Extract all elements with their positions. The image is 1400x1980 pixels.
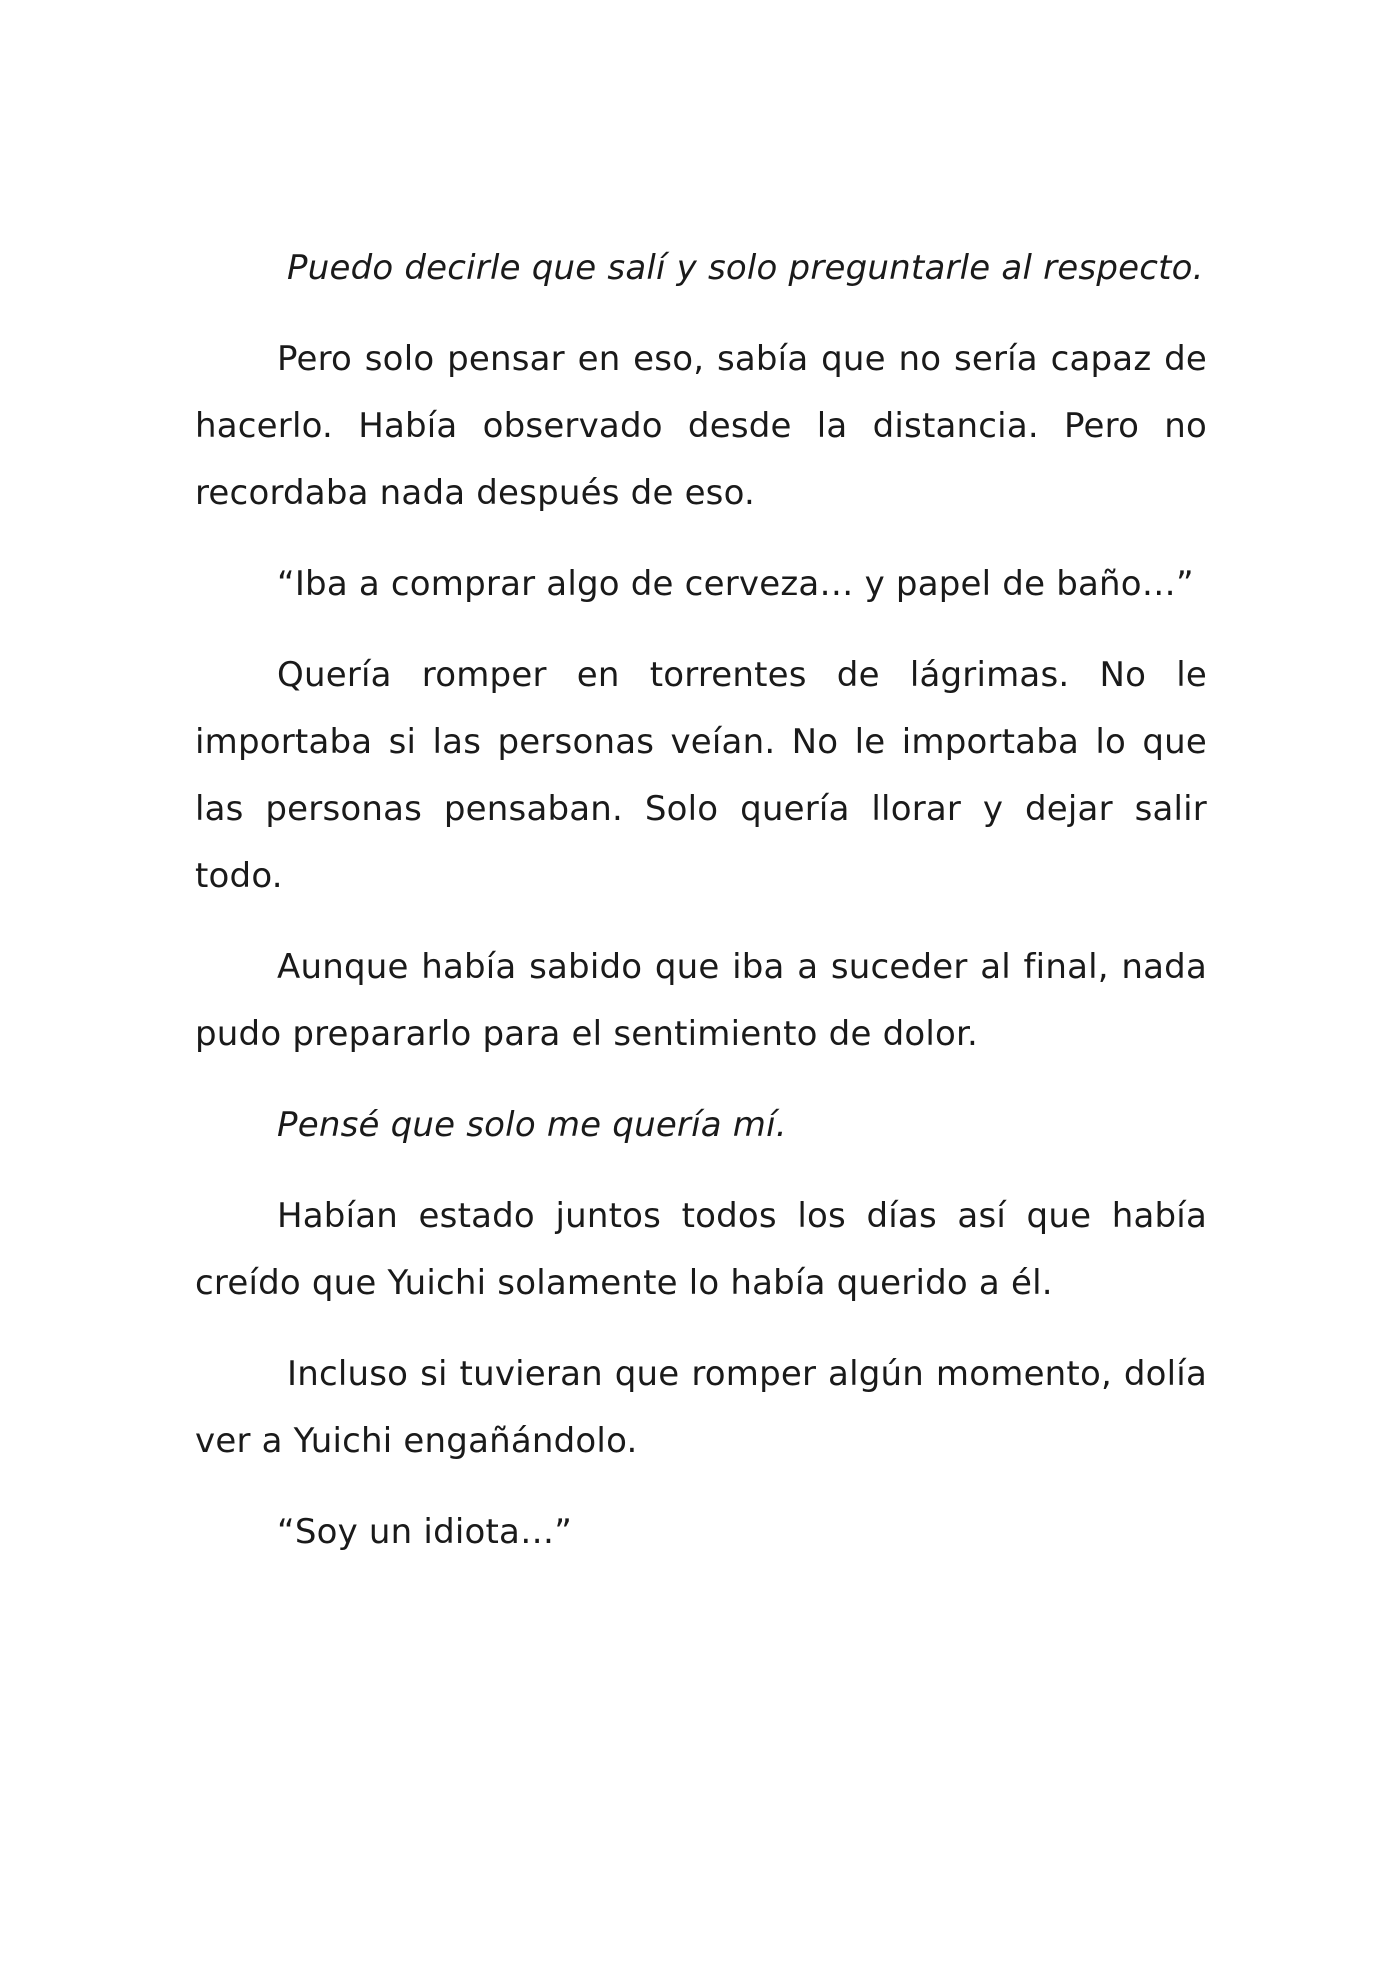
paragraph-6: Pensé que solo me quería mí. — [277, 1105, 787, 1145]
paragraph-3: “Iba a comprar algo de cerveza… y papel de baño…” — [277, 564, 1194, 604]
paragraph-4: Quería romper en torrentes de lágrimas. No le importaba si las personas veían. No le importaba lo que las personas pensaban. Solo quería llorar y dejar salir todo. — [195, 655, 1207, 896]
paragraph-1: Puedo decirle que salí y solo preguntarle al respecto. — [287, 248, 1204, 288]
paragraph-8: Incluso si tuvieran que romper algún momento, dolía ver a Yuichi engañándolo. — [195, 1354, 1207, 1461]
paragraph-5: Aunque había sabido que iba a suceder al final, nada pudo prepararlo para el sentimiento de dolor. — [195, 947, 1207, 1054]
paragraph-2: Pero solo pensar en eso, sabía que no sería capaz de hacerlo. Había observado desde la distancia. Pero no recordaba nada después de eso. — [195, 339, 1207, 513]
paragraph-7: Habían estado juntos todos los días así que había creído que Yuichi solamente lo había querido a él. — [195, 1196, 1207, 1303]
body-text — [195, 235, 1207, 1590]
paragraph-9: “Soy un idiota…” — [277, 1512, 573, 1552]
